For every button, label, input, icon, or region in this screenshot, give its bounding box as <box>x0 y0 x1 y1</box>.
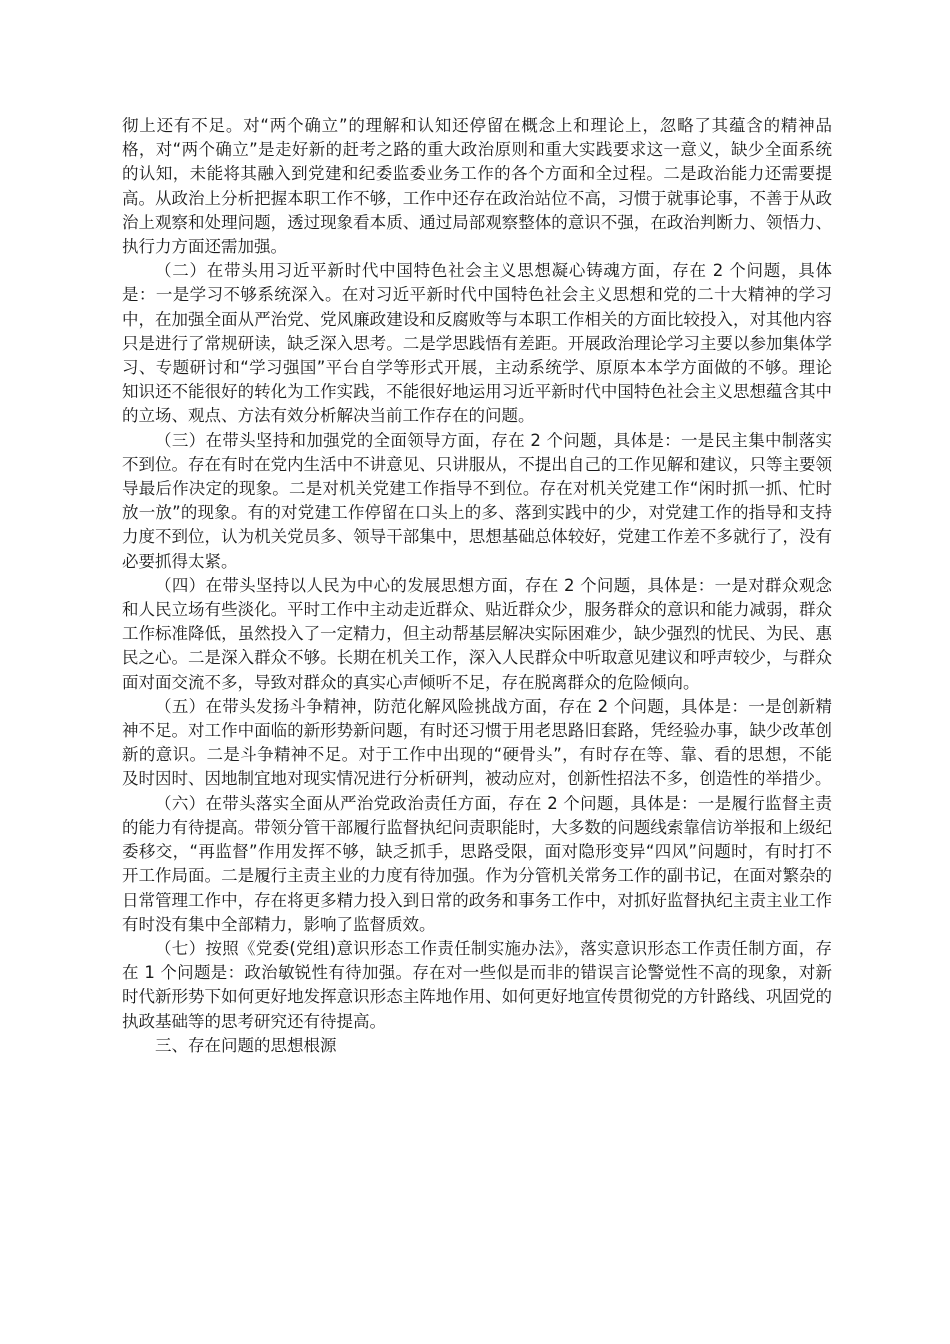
paragraph-item-4: （四）在带头坚持以人民为中心的发展思想方面，存在 2 个问题，具体是：一是对群众观念和人民立场有些淡化。平时工作中主动走近群众、贴近群众少，服务群众的意识和能力减弱，群众工作标准降低，虽然投入了一定精力，但主动帮基层解决实际困难少，缺少强烈的忧民、为民、惠民之心。二是深入群众不够。长期在机关工作，深入人民群众中听取意见建议和呼声较少，与群众面对面交流不多，导致对群众的真实心声倾听不足，存在脱离群众的危险倾向。 <box>122 575 832 692</box>
paragraph-item-2: （二）在带头用习近平新时代中国特色社会主义思想凝心铸魂方面，存在 2 个问题，具体是：一是学习不够系统深入。在对习近平新时代中国特色社会主义思想和党的二十大精神的学习中，在加强全面从严治党、党风廉政建设和反腐败等与本职工作相关的方面比较投入，对其他内容只是进行了常规研读，缺乏深入思考。二是学思践悟有差距。开展政治理论学习主要以参加集体学习、专题研讨和“学习强国”平台自学等形式开展，主动系统学、原原本本学方面做的不够。理论知识还不能很好的转化为工作实践，不能很好地运用习近平新时代中国特色社会主义思想蕴含其中的立场、观点、方法有效分析解决当前工作存在的问题。 <box>122 261 832 426</box>
paragraph-item-5: （五）在带头发扬斗争精神，防范化解风险挑战方面，存在 2 个问题，具体是：一是创新精神不足。对工作中面临的新形势新问题，有时还习惯于用老思路旧套路，凭经验办事，缺少改革创新的意识。二是斗争精神不足。对于工作中出现的“硬骨头”，有时存在等、靠、看的思想，不能及时因时、因地制宜地对现实情况进行分析研判，被动应对，创新性招法不多，创造性的举措少。 <box>122 696 832 789</box>
paragraph-item-6: （六）在带头落实全面从严治党政治责任方面，存在 2 个问题，具体是：一是履行监督主责的能力有待提高。带领分管干部履行监督执纪问责职能时，大多数的问题线索靠信访举报和上级纪委移交，“再监督”作用发挥不够，缺乏抓手，思路受限，面对隐形变异“四风”问题时，有时打不开工作局面。二是履行主责主业的力度有待加强。作为分管机关常务工作的副书记，在面对繁杂的日常管理工作中，存在将更多精力投入到日常的政务和事务工作中，对抓好监督执纪主责主业工作有时没有集中全部精力，影响了监督质效。 <box>122 793 832 934</box>
document-body <box>122 114 832 1058</box>
paragraph-item-7: （七）按照《党委(党组)意识形态工作责任制实施办法》，落实意识形态工作责任制方面，存在 1 个问题是：政治敏锐性有待加强。存在对一些似是而非的错误言论警觉性不高的现象，对新时代新形势下如何更好地发挥意识形态主阵地作用、如何更好地宣传贯彻党的方针路线、巩固党的执政基础等的思考研究还有待提高。 <box>122 938 832 1031</box>
paragraph-continuation: 彻上还有不足。对“两个确立”的理解和认知还停留在概念上和理论上，忽略了其蕴含的精神品格，对“两个确立”是走好新的赶考之路的重大政治原则和重大实践要求这一意义，缺少全面系统的认知，未能将其融入到党建和纪委监委业务工作的各个方面和全过程。二是政治能力还需要提高。从政治上分析把握本职工作不够，工作中还存在政治站位不高，习惯于就事论事，不善于从政治上观察和处理问题，透过现象看本质、通过局部观察整体的意识不强，在政治判断力、领悟力、执行力方面还需加强。 <box>122 116 832 257</box>
paragraph-item-3: （三）在带头坚持和加强党的全面领导方面，存在 2 个问题，具体是：一是民主集中制落实不到位。存在有时在党内生活中不讲意见、只讲服从，不提出自己的工作见解和建议，只等主要领导最后作决定的现象。二是对机关党建工作指导不到位。存在对机关党建工作“闲时抓一抓、忙时放一放”的现象。有的对党建工作停留在口头上的多、落到实践中的少，对党建工作的指导和支持力度不到位，认为机关党员多、领导干部集中，思想基础总体较好，党建工作差不多就行了，没有必要抓得太紧。 <box>122 430 832 571</box>
section-heading: 三、存在问题的思想根源 <box>155 1035 337 1055</box>
